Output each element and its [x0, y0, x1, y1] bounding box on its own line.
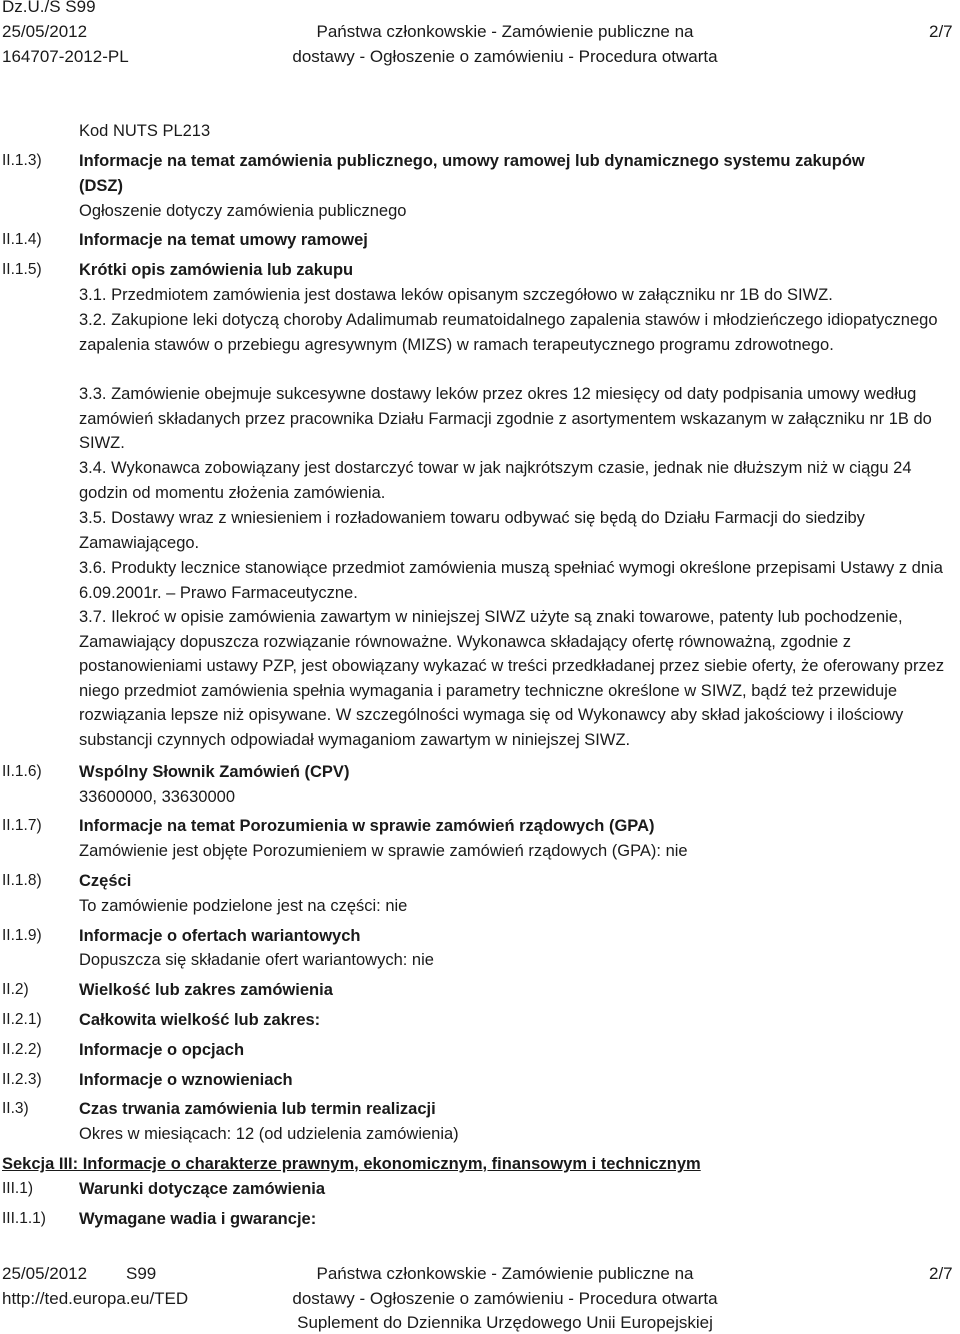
- variants-value: Dopuszcza się składanie ofert wariantowych: nie: [79, 951, 434, 969]
- framework-title: Informacje na temat umowy ramowej: [79, 231, 368, 249]
- header-title-line1: Państwa członkowskie - Zamówienie publiczne na: [316, 22, 694, 41]
- desc-point-3-3: 3.3. Zamówienie obejmuje sukcesywne dostawy leków przez okres 12 miesięcy od daty podpisania umowy według zamówień składanych przez pracownika Działu Farmacji zgodnie z asortymentem wskazanym w załączniku nr 1B do SIWZ.: [79, 385, 932, 453]
- cpv-value: 33600000, 33630000: [79, 788, 235, 806]
- code-ii-1-7: II.1.7): [2, 817, 42, 834]
- code-ii-1-3: II.1.3): [2, 152, 42, 169]
- footer-title-line2: dostawy - Ogłoszenie o zamówieniu - Procedura otwarta: [292, 1289, 718, 1308]
- desc-point-3-7: 3.7. Ilekroć w opisie zamówienia zawartym w niniejszej SIWZ użyte są znaki towarowe, patenty lub pochodzenie, Zamawiający dopuszcza rozwiązanie równoważne. Wykonawca składający ofertę równoważną, zgodnie z postanowieniami ustawy PZP, jest obowiązany wykazać w treści przedkładanej przez siebie oferty, że oferowany przez niego przedmiot zamówienia spełnia wymagania i parametry techniczne określone w SIWZ, bądź też przewiduje rozwiązania lepsze niż opisywane. W szczególności wymaga się od Wykonawcy aby skład jakościowy i ilościowy substancji czynnych odpowiadał wymaganiom zawartym w niniejszej SIWZ.: [79, 608, 945, 749]
- footer-title-line3: Suplement do Dziennika Urzędowego Unii Europejskiej: [297, 1313, 713, 1332]
- conditions-title: Warunki dotyczące zamówienia: [79, 1180, 326, 1198]
- nuts-code: Kod NUTS PL213: [79, 122, 211, 140]
- info-title-line2: (DSZ): [79, 177, 123, 195]
- header-date: 25/05/2012: [2, 22, 88, 41]
- desc-point-3-5: 3.5. Dostawy wraz z wniesieniem i rozładowaniem towaru odbywać się będą do Działu Farmacji do siedziby Zamawiającego.: [79, 509, 865, 552]
- code-ii-1-9: II.1.9): [2, 927, 42, 944]
- code-ii-3: II.3): [2, 1100, 29, 1117]
- footer-date: 25/05/2012: [2, 1264, 88, 1283]
- total-title: Całkowita wielkość lub zakres:: [79, 1011, 321, 1029]
- parts-value: To zamówienie podzielone jest na części: nie: [79, 897, 408, 915]
- desc-point-3-2: 3.2. Zakupione leki dotyczą choroby Adalimumab reumatoidalnego zapalenia stawów i młodzieńczego idiopatycznego zapalenia stawów o przebiegu agresywnym (MIZS) w ramach terapeutycznego programu zdrowotnego.: [79, 311, 938, 354]
- info-value: Ogłoszenie dotyczy zamówienia publicznego: [79, 202, 407, 220]
- header-doc-id: 164707-2012-PL: [2, 47, 129, 66]
- footer-url[interactable]: http://ted.europa.eu/TED: [2, 1289, 189, 1308]
- code-ii-1-8: II.1.8): [2, 872, 42, 889]
- code-ii-1-6: II.1.6): [2, 763, 42, 780]
- short-desc-title: Krótki opis zamówienia lub zakupu: [79, 261, 354, 279]
- desc-point-3-4: 3.4. Wykonawca zobowiązany jest dostarczyć towar w jak najkrótszym czasie, jednak nie dłuższym niż w ciągu 24 godzin od momentu złożenia zamówienia.: [79, 459, 912, 502]
- deposits-title: Wymagane wadia i gwarancje:: [79, 1210, 317, 1228]
- code-ii-2-1: II.2.1): [2, 1011, 42, 1028]
- section-3-title-text: Sekcja III: Informacje o charakterze prawnym, ekonomicznym, finansowym i technicznym: [2, 1155, 701, 1173]
- gpa-title: Informacje na temat Porozumienia w sprawie zamówień rządowych (GPA): [79, 817, 655, 835]
- header-title-line2: dostawy - Ogłoszenie o zamówieniu - Procedura otwarta: [292, 47, 718, 66]
- variants-title: Informacje o ofertach wariantowych: [79, 927, 361, 945]
- journal-ref: Dz.U./S S99: [2, 0, 96, 16]
- options-title: Informacje o opcjach: [79, 1041, 245, 1059]
- quantity-title: Wielkość lub zakres zamówienia: [79, 981, 333, 999]
- section-3-title: [2, 1155, 701, 1175]
- footer-page-number: 2/7: [929, 1264, 953, 1283]
- desc-point-3-6: 3.6. Produkty lecznice stanowiące przedmiot zamówienia muszą spełniać wymogi określone przepisami Ustawy z dnia 6.09.2001r. – Prawo Farmaceutyczne.: [79, 559, 943, 602]
- parts-title: Części: [79, 872, 132, 890]
- header-page-number: 2/7: [929, 22, 953, 41]
- code-ii-2-3: II.2.3): [2, 1071, 42, 1088]
- desc-point-3-1: 3.1. Przedmiotem zamówienia jest dostawa leków opisanym szczegółowo w załączniku nr 1B do SIWZ.: [79, 286, 833, 304]
- code-ii-1-4: II.1.4): [2, 231, 42, 248]
- code-ii-2: II.2): [2, 981, 29, 998]
- duration-value: Okres w miesiącach: 12 (od udzielenia zamówienia): [79, 1125, 459, 1143]
- footer-title-line1: Państwa członkowskie - Zamówienie publiczne na: [316, 1264, 694, 1283]
- code-iii-1: III.1): [2, 1180, 34, 1197]
- duration-title: Czas trwania zamówienia lub termin realizacji: [79, 1100, 436, 1118]
- cpv-title: Wspólny Słownik Zamówień (CPV): [79, 763, 350, 781]
- code-iii-1-1: III.1.1): [2, 1210, 46, 1227]
- code-ii-2-2: II.2.2): [2, 1041, 42, 1058]
- info-title-line1: Informacje na temat zamówienia publicznego, umowy ramowej lub dynamicznego systemu zakupów: [79, 152, 865, 170]
- code-ii-1-5: II.1.5): [2, 261, 42, 278]
- footer-series: S99: [126, 1264, 157, 1283]
- gpa-value: Zamówienie jest objęte Porozumieniem w sprawie zamówień rządowych (GPA): nie: [79, 842, 688, 860]
- renewals-title: Informacje o wznowieniach: [79, 1071, 293, 1089]
